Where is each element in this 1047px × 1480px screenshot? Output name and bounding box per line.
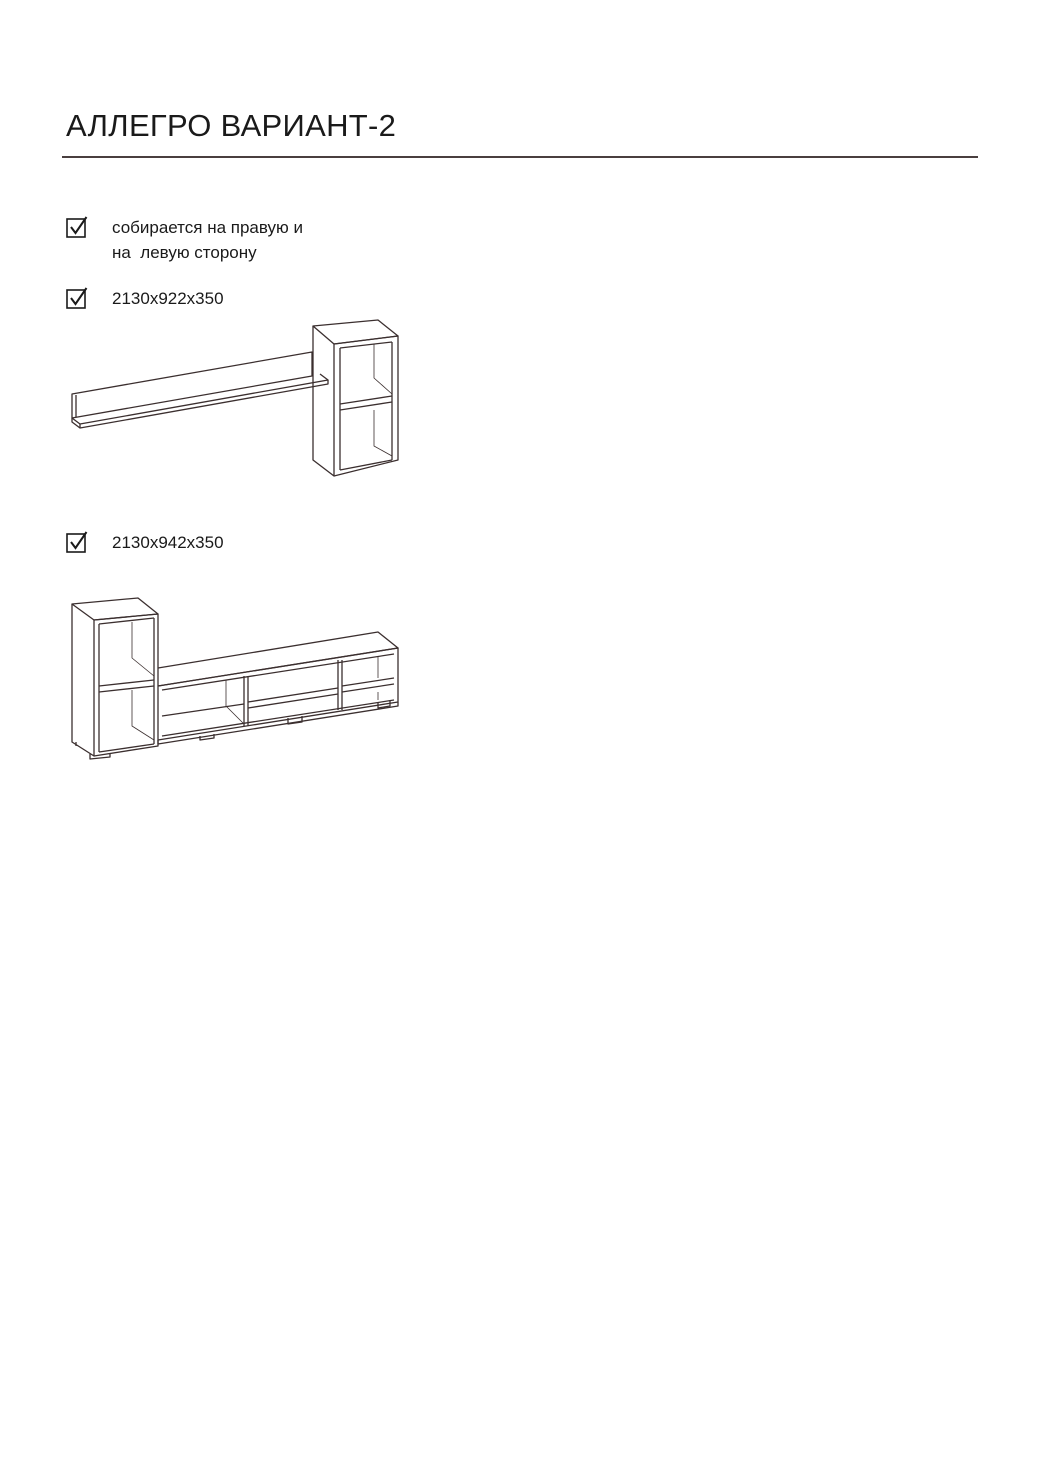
checkbox-checked-icon <box>66 531 88 553</box>
title-divider <box>62 156 978 158</box>
feature-text <box>112 286 224 311</box>
feature-assembly-side <box>66 216 303 265</box>
feature-text <box>112 530 224 555</box>
bookcase-with-tv-stand-drawing <box>66 596 402 762</box>
feature-size-2 <box>66 531 224 555</box>
dimensions-text: 2130х922х350 <box>112 289 224 308</box>
checkbox-checked-icon <box>66 287 88 309</box>
feature-line: собирается на правую и <box>112 218 304 237</box>
feature-size-1 <box>66 287 224 311</box>
page-title: АЛЛЕГРО ВАРИАНТ-2 <box>66 108 397 143</box>
checkbox-checked-icon <box>66 216 88 238</box>
feature-line: на левую сторону <box>112 243 257 262</box>
feature-text <box>112 215 303 265</box>
wall-shelf-with-bookcase-drawing <box>62 318 407 482</box>
dimensions-text: 2130х942х350 <box>112 533 224 552</box>
